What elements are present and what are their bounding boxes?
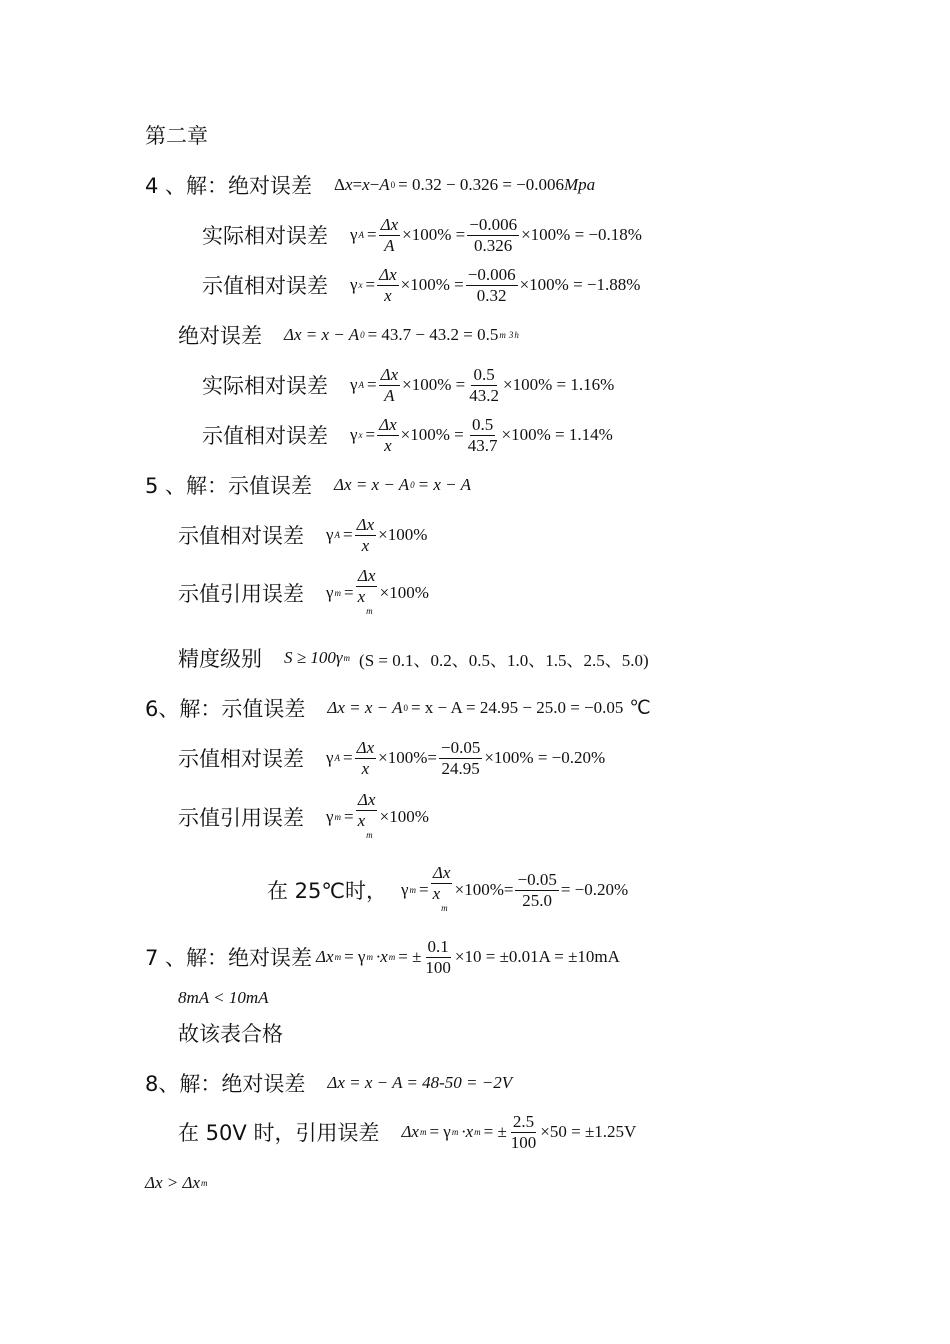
q6-at-25c-formula bbox=[401, 863, 628, 918]
gamma-symbol: γ bbox=[326, 525, 334, 544]
subscript: 0 bbox=[390, 180, 396, 190]
numerator: Δx bbox=[379, 264, 397, 284]
q4-actual-rel-formula bbox=[350, 215, 642, 256]
denominator: A bbox=[384, 235, 395, 255]
result: ×100% = −0.18% bbox=[521, 225, 642, 244]
numerator: Δx bbox=[379, 414, 397, 434]
fraction bbox=[379, 365, 401, 406]
q6-rel-line bbox=[178, 738, 605, 778]
expr: = 43.7 − 43.2 = 0.5 bbox=[367, 325, 499, 344]
numerator: Δx bbox=[356, 737, 375, 757]
q8-label: 8、解：绝对误差 bbox=[145, 1072, 306, 1096]
q4-abs-error-2-line bbox=[178, 315, 522, 355]
numerator: Δx bbox=[380, 364, 399, 384]
result: ×100% = 1.16% bbox=[502, 375, 615, 394]
fraction bbox=[377, 265, 399, 306]
q8-formula-1: Δx = x − A = 48-50 = −2V bbox=[327, 1073, 513, 1092]
expr: ×100%= bbox=[454, 880, 514, 899]
op: = ± bbox=[398, 947, 422, 966]
numerator: 2.5 bbox=[512, 1111, 535, 1131]
gamma-symbol: γ bbox=[350, 275, 358, 294]
op: = bbox=[365, 275, 376, 294]
subscript: m bbox=[334, 812, 342, 822]
q6-label: 6、解：示值误差 bbox=[145, 697, 306, 721]
q7-compare-line bbox=[178, 978, 269, 1018]
q7-conclusion-line bbox=[178, 1013, 305, 1053]
expr: Δx bbox=[401, 1122, 419, 1141]
fraction bbox=[423, 937, 453, 978]
subscript: 0 bbox=[360, 330, 365, 340]
unit: Mpa bbox=[564, 175, 596, 194]
denominator: x bbox=[361, 535, 370, 555]
op: = bbox=[343, 525, 353, 544]
q6-formula-1 bbox=[327, 697, 650, 720]
q4-actual-rel-2-line bbox=[202, 365, 614, 405]
numerator: Δx bbox=[357, 789, 376, 809]
gamma-symbol: γ bbox=[350, 425, 358, 444]
q6-at-25c-label: 在 25℃时， bbox=[267, 879, 387, 903]
expr: Δx > Δx bbox=[145, 1173, 201, 1192]
denominator bbox=[356, 587, 378, 621]
q4-abs-error-line bbox=[145, 165, 595, 205]
subscript: A bbox=[334, 530, 341, 540]
subscript: x bbox=[358, 280, 363, 290]
q4-actual-rel-label: 实际相对误差 bbox=[202, 224, 328, 248]
result: ×10 = ±0.01A = ±10mA bbox=[454, 947, 620, 966]
gamma-symbol: γ bbox=[350, 375, 358, 394]
expr: Δx = x − A bbox=[284, 325, 360, 344]
result: ×50 = ±1.25V bbox=[540, 1122, 637, 1141]
subscript: m bbox=[334, 588, 342, 598]
fraction bbox=[466, 265, 518, 306]
q8-abs-error-line bbox=[145, 1063, 512, 1103]
op: − bbox=[369, 175, 380, 194]
op: = bbox=[365, 425, 376, 444]
expr: = γ bbox=[429, 1122, 451, 1141]
subscript: 0 bbox=[403, 703, 408, 713]
expr: ×100% = bbox=[400, 275, 464, 294]
q8-ref-line bbox=[178, 1112, 636, 1152]
expr: ×100% = bbox=[400, 425, 464, 444]
gamma-symbol: γ bbox=[350, 225, 358, 244]
q4-indicated-rel-2-label: 示值相对误差 bbox=[202, 424, 328, 448]
q6-rel-formula bbox=[326, 738, 605, 779]
q7-compare: 8mA < 10mA bbox=[178, 988, 269, 1007]
expr: ×100% = bbox=[402, 225, 466, 244]
expr: ·x bbox=[375, 947, 388, 966]
fraction bbox=[515, 870, 558, 911]
q4-actual-rel-line bbox=[202, 215, 642, 255]
q6-rel-label: 示值相对误差 bbox=[178, 747, 304, 771]
numerator: −0.05 bbox=[517, 869, 557, 889]
numerator: Δx bbox=[380, 214, 399, 234]
fraction bbox=[379, 215, 401, 256]
fraction bbox=[509, 1112, 539, 1153]
subscript: m bbox=[451, 1127, 459, 1137]
superscript: 3 bbox=[508, 330, 514, 340]
subscript: A bbox=[334, 753, 341, 763]
subscript: A bbox=[358, 230, 365, 240]
q6-at-25c-line bbox=[267, 862, 629, 913]
expr: ×100% bbox=[379, 583, 429, 602]
subscript: m bbox=[366, 829, 373, 840]
denominator: 43.2 bbox=[469, 385, 499, 405]
subscript: m bbox=[388, 952, 396, 962]
result: ×100% = −0.20% bbox=[484, 748, 606, 767]
op: = bbox=[419, 880, 429, 899]
chapter-title: 第二章 bbox=[145, 124, 208, 148]
subscript: x bbox=[358, 430, 363, 440]
denominator: 100 bbox=[425, 957, 451, 977]
den-var: x bbox=[357, 586, 366, 606]
expr: ×100%= bbox=[378, 748, 437, 767]
fraction bbox=[466, 415, 500, 456]
denominator: x bbox=[361, 758, 370, 778]
q6-ref-line bbox=[178, 789, 429, 840]
q4-abs-error-2-label: 绝对误差 bbox=[178, 324, 262, 348]
denominator: 0.326 bbox=[474, 235, 513, 255]
op: = bbox=[367, 225, 377, 244]
unit: m bbox=[499, 330, 506, 340]
op: = bbox=[367, 375, 377, 394]
numerator: 0.5 bbox=[471, 414, 494, 434]
denominator: 24.95 bbox=[441, 758, 480, 778]
expr: Δx = x − A bbox=[334, 475, 410, 494]
expr: ×100% bbox=[378, 525, 428, 544]
result: = −0.20% bbox=[560, 880, 629, 899]
numerator: 0.5 bbox=[473, 364, 495, 384]
denominator bbox=[431, 884, 453, 918]
q7-formula-1 bbox=[316, 937, 620, 978]
gamma-symbol: γ bbox=[400, 880, 409, 899]
numerator: Δx bbox=[357, 565, 376, 585]
fraction bbox=[355, 738, 377, 779]
var: x bbox=[344, 175, 353, 194]
expr: = 0.32 − 0.326 = −0.006 bbox=[398, 175, 565, 194]
denominator: x bbox=[384, 285, 392, 305]
expr: S ≥ 100γ bbox=[284, 648, 343, 667]
q5-indicated-error-line bbox=[145, 465, 471, 505]
chapter-heading bbox=[145, 115, 230, 155]
op: = bbox=[344, 807, 354, 826]
q5-ref-line bbox=[178, 565, 429, 616]
fraction bbox=[355, 515, 377, 556]
denominator: 25.0 bbox=[522, 890, 553, 910]
op: = bbox=[352, 175, 363, 194]
q8-ref-label: 在 50V 时，引用误差 bbox=[178, 1121, 380, 1145]
den-var: x bbox=[357, 810, 366, 830]
subscript: m bbox=[366, 952, 373, 962]
numerator: −0.006 bbox=[467, 264, 516, 284]
expr: = x − A = 24.95 − 25.0 = −0.05 bbox=[410, 698, 624, 717]
op: = bbox=[343, 748, 353, 767]
denominator: 0.32 bbox=[476, 285, 507, 305]
q6-ref-label: 示值引用误差 bbox=[178, 806, 304, 830]
result: ×100% = −1.88% bbox=[519, 275, 641, 294]
q7-conclusion: 故该表合格 bbox=[178, 1022, 283, 1046]
q5-rel-label: 示值相对误差 bbox=[178, 524, 304, 548]
q5-accuracy-formula bbox=[284, 646, 649, 671]
subscript: m bbox=[334, 952, 342, 962]
denominator: 43.7 bbox=[467, 435, 498, 455]
expr: ×100% bbox=[379, 807, 429, 826]
unit: h bbox=[514, 330, 519, 340]
q5-accuracy-label: 精度级别 bbox=[178, 647, 262, 671]
q5-ref-formula bbox=[326, 566, 429, 621]
subscript: A bbox=[358, 380, 365, 390]
q8-compare bbox=[145, 1173, 211, 1193]
numerator: 0.1 bbox=[427, 936, 449, 956]
q5-label: 5 、解：示值误差 bbox=[145, 474, 313, 498]
grade-list: (S = 0.1、0.2、0.5、1.0、1.5、2.5、5.0) bbox=[359, 650, 649, 670]
numerator: Δx bbox=[356, 514, 375, 534]
q4-formula-1 bbox=[334, 175, 595, 195]
var: A bbox=[379, 175, 390, 194]
q4-abs-error-2-formula bbox=[284, 325, 522, 345]
expr: ·x bbox=[461, 1122, 474, 1141]
expr: = γ bbox=[344, 947, 366, 966]
den-var: x bbox=[432, 883, 441, 903]
q4-indicated-rel-2-formula bbox=[350, 415, 613, 456]
denominator: x bbox=[384, 435, 392, 455]
expr: Δx = x − A bbox=[327, 698, 403, 717]
q5-accuracy-line bbox=[178, 638, 649, 678]
expr: ×100% = bbox=[402, 375, 466, 394]
q6-indicated-error-line bbox=[145, 688, 651, 728]
fraction bbox=[467, 215, 519, 256]
q5-formula-1 bbox=[334, 475, 471, 495]
unit: ℃ bbox=[629, 697, 651, 719]
denominator: A bbox=[384, 385, 395, 405]
expr: Δx bbox=[316, 947, 334, 966]
gamma-symbol: γ bbox=[326, 583, 334, 602]
fraction bbox=[439, 738, 482, 779]
q7-label: 7 、解：绝对误差 bbox=[145, 946, 313, 970]
q4-indicated-rel-label: 示值相对误差 bbox=[202, 274, 328, 298]
q4-actual-rel-2-label: 实际相对误差 bbox=[202, 374, 328, 398]
subscript: m bbox=[201, 1178, 208, 1188]
q4-indicated-rel-2-line bbox=[202, 415, 613, 455]
q5-ref-label: 示值引用误差 bbox=[178, 582, 304, 606]
q6-ref-formula bbox=[326, 790, 429, 845]
subscript: m bbox=[441, 902, 448, 913]
var: x bbox=[362, 175, 370, 194]
op: = ± bbox=[483, 1122, 507, 1141]
q7-abs-error-line bbox=[145, 937, 620, 977]
q4-label: 4 、解：绝对误差 bbox=[145, 174, 313, 198]
result: ×100% = 1.14% bbox=[501, 425, 613, 444]
fraction bbox=[467, 365, 501, 406]
q4-indicated-rel-line bbox=[202, 265, 640, 305]
numerator: −0.05 bbox=[440, 737, 481, 757]
denominator: 100 bbox=[510, 1132, 537, 1152]
gamma-symbol: γ bbox=[326, 748, 334, 767]
numerator: −0.006 bbox=[469, 214, 518, 234]
q5-rel-formula bbox=[326, 515, 427, 556]
q8-ref-formula bbox=[401, 1112, 636, 1153]
q5-rel-line bbox=[178, 515, 427, 555]
denominator bbox=[356, 811, 378, 845]
op: = bbox=[344, 583, 354, 602]
gamma-symbol: γ bbox=[326, 807, 334, 826]
fraction bbox=[356, 790, 378, 845]
numerator: Δx bbox=[432, 862, 451, 882]
fraction bbox=[431, 863, 453, 918]
subscript: 0 bbox=[410, 480, 415, 490]
delta-symbol: Δ bbox=[334, 175, 345, 194]
subscript: m bbox=[474, 1127, 481, 1137]
expr: = x − A bbox=[417, 475, 471, 494]
subscript: m bbox=[419, 1127, 427, 1137]
subscript: m bbox=[409, 885, 416, 895]
fraction bbox=[356, 566, 378, 621]
fraction bbox=[377, 415, 399, 456]
q8-compare-line bbox=[145, 1163, 211, 1203]
q4-actual-rel-2-formula bbox=[350, 365, 614, 406]
subscript: m bbox=[366, 605, 373, 616]
subscript: m bbox=[343, 653, 351, 663]
q4-indicated-rel-formula bbox=[350, 265, 640, 306]
